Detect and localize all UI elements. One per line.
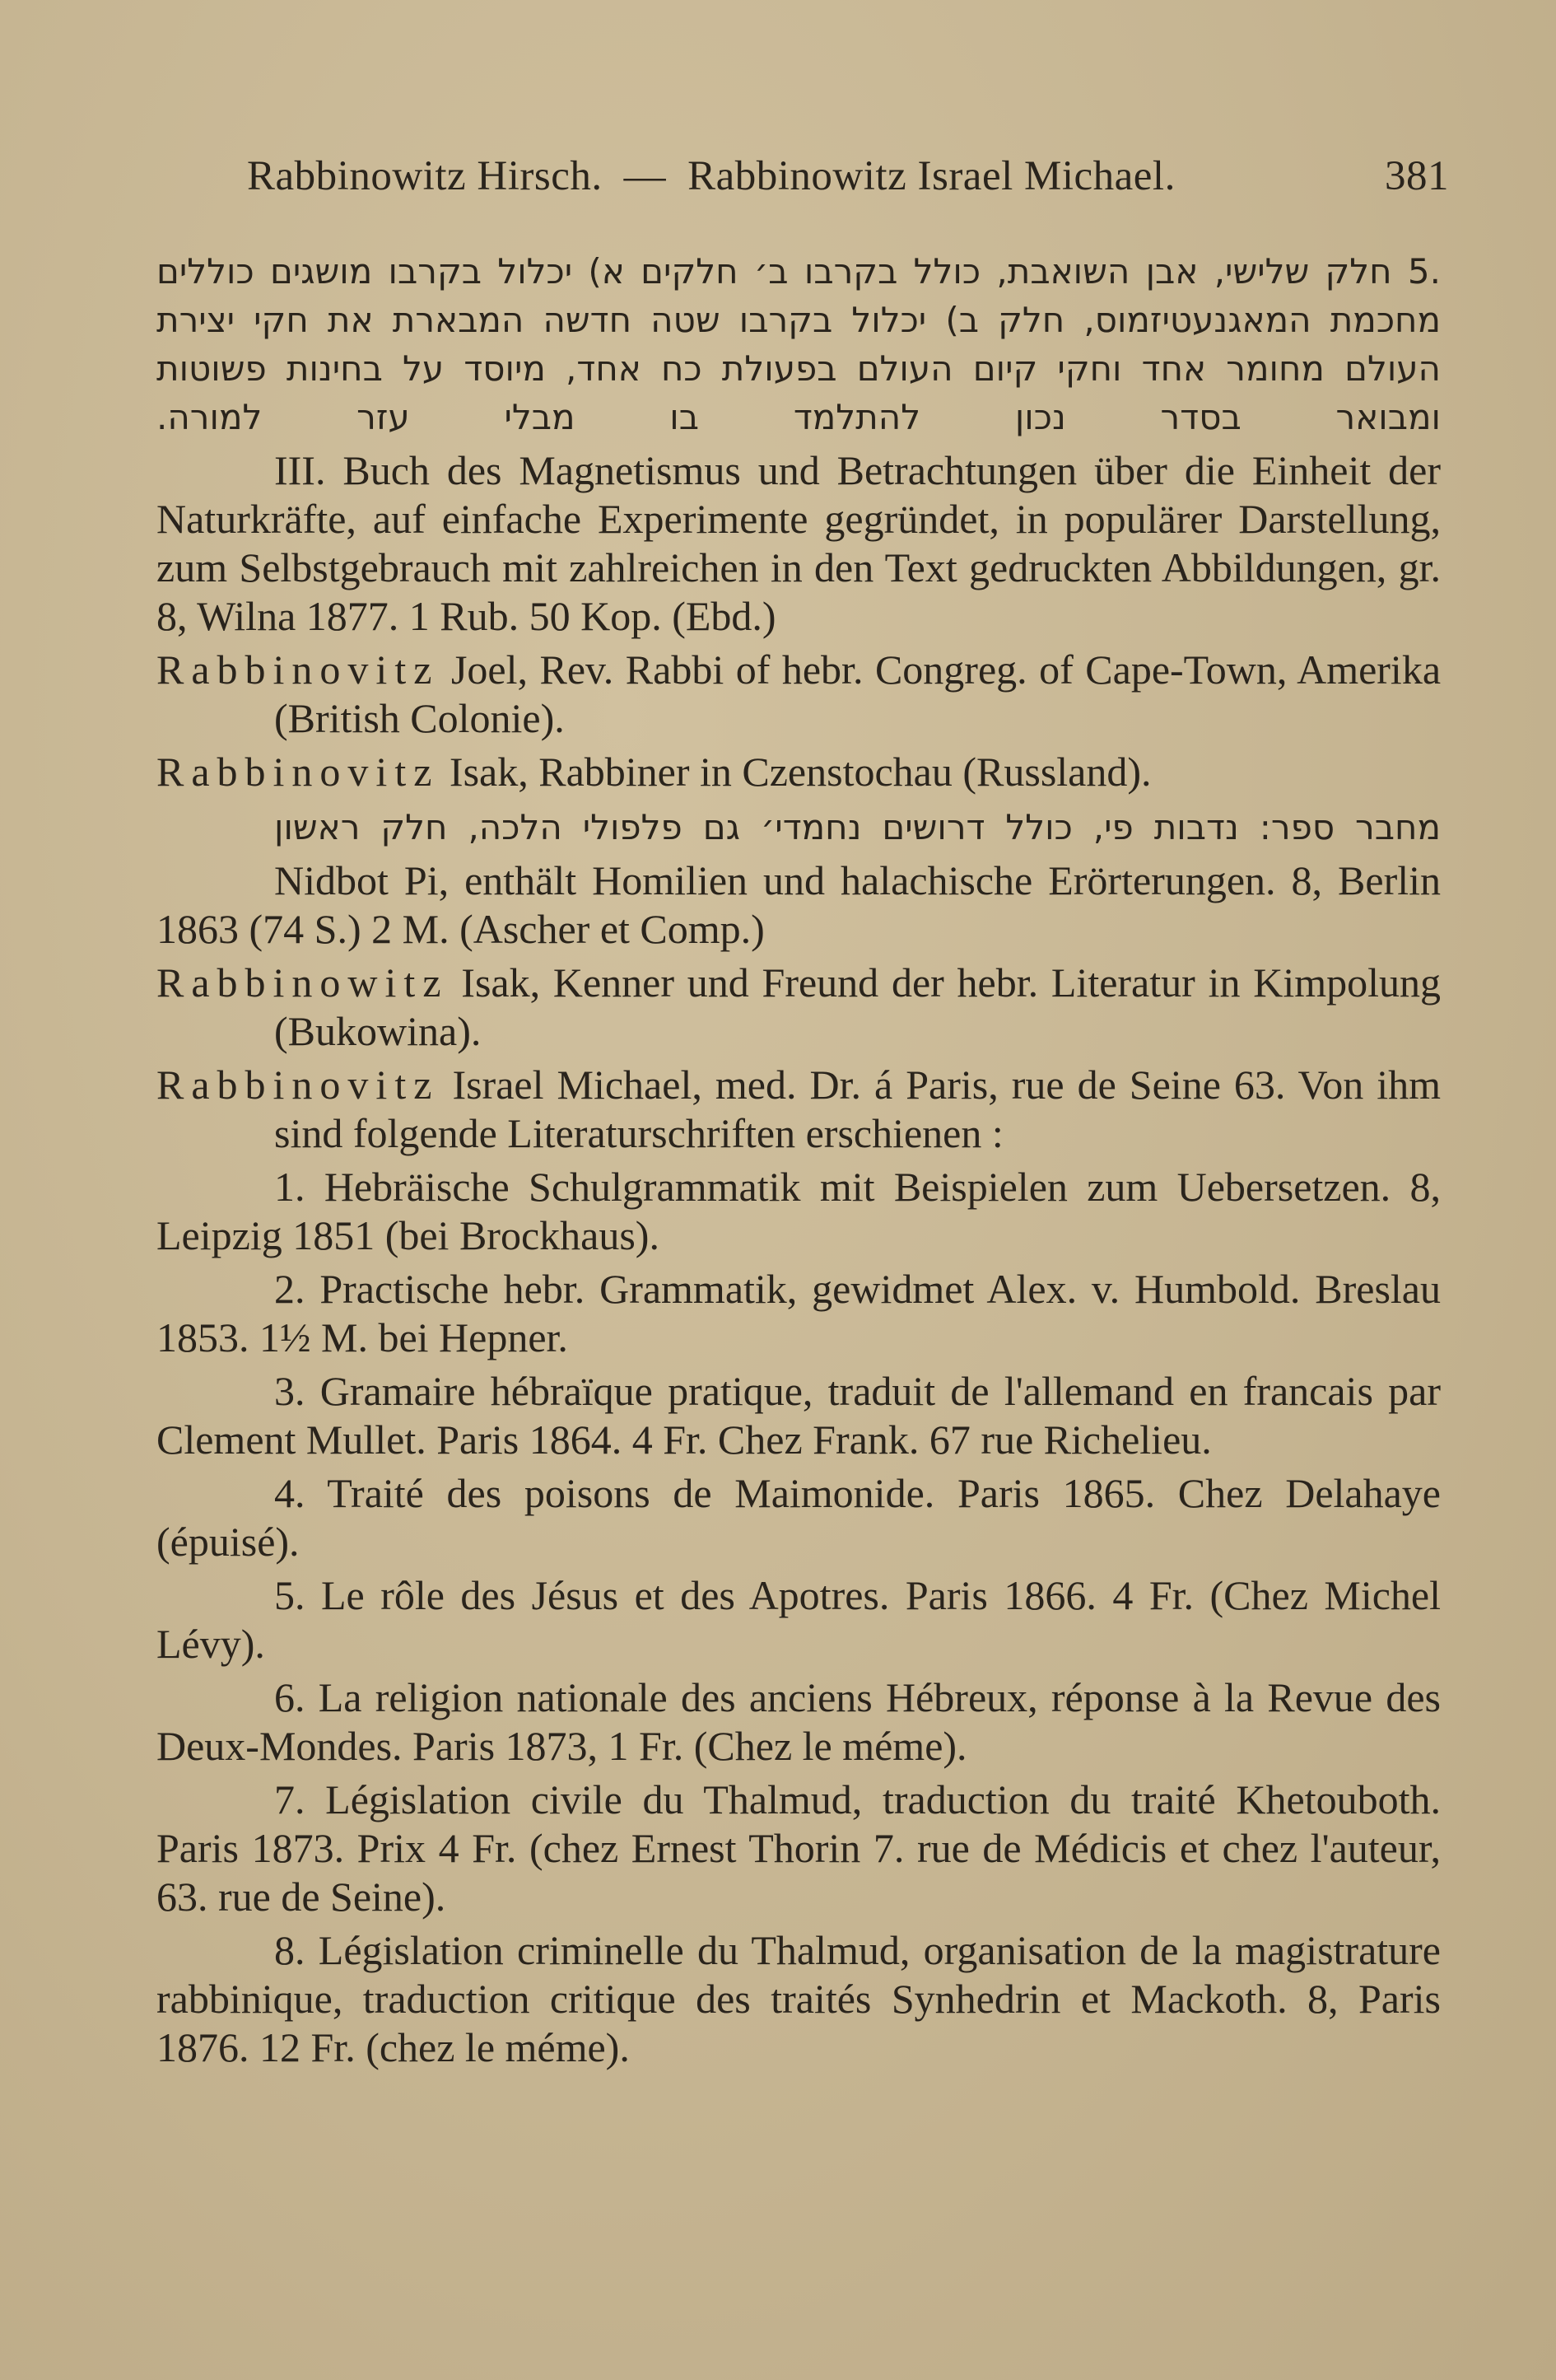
page-body: [156, 247, 1441, 2072]
entry-name: Rabbinovitz: [156, 1062, 440, 1108]
entry-joel: [156, 646, 1441, 743]
work-item: 5. Le rôle des Jésus et des Apotres. Paris 1866. 4 Fr. (Chez Michel Lévy).: [156, 1572, 1441, 1667]
entry-isak-kimpolung: [156, 959, 1441, 1056]
entry-text: Israel Michael, med. Dr. á Paris, rue de Seine 63. Von ihm sind folgende Literaturschriften erschienen :: [274, 1062, 1442, 1156]
hebrew-paragraph-number: 5.: [1407, 251, 1441, 292]
entry-work-description: Nidbot Pi, enthält Homilien und halachische Erörterungen. 8, Berlin 1863 (74 S.) 2 M. (Ascher et Comp.): [156, 857, 1441, 952]
header-left: Rabbinowitz Hirsch.: [247, 153, 603, 199]
header-right: Rabbinowitz Israel Michael.: [687, 153, 1176, 199]
work-item: 1. Hebräische Schulgrammatik mit Beispielen zum Uebersetzen. 8, Leipzig 1851 (bei Brockhaus).: [156, 1164, 1441, 1258]
entry-text: Isak, Kenner und Freund der hebr. Literatur in Kimpolung (Bukowina).: [274, 959, 1441, 1054]
entry-text: Joel, Rev. Rabbi of hebr. Congreg. of Cape-Town, Amerika (British Colonie).: [274, 646, 1442, 741]
entry-text: Isak, Rabbiner in Czenstochau (Russland).: [449, 749, 1152, 795]
running-header: [247, 152, 1449, 200]
hebrew-title-line: מחבר ספר: נדבות פי, כולל דרושים נחמדי׳ גם פלפולי הלכה, חלק ראשון: [274, 807, 1441, 847]
work-item: 6. La religion nationale des anciens Hébreux, réponse à la Revue des Deux-Mondes. Paris 1873, 1 Fr. (Chez le méme).: [156, 1674, 1441, 1769]
hebrew-paragraph-text: חלק שלישי, אבן השואבת, כולל בקרבו ב׳ חלקים א) יכלול בקרבו מושגים כוללים מחכמת המאגנעטיזמוס, חלק ב) יכלול בקרבו שטה חדשה המבארת את חקי יצירת העולם מחומר אחד וחקי קיום העולם בפעולת כח אחד, מיוסד על בחינות פשוטות ומבואר בסדר נכון להתלמד בו מבלי עזר למורה.: [156, 251, 1441, 437]
page-number: 381: [1385, 153, 1449, 199]
work-item: 8. Législation criminelle du Thalmud, organisation de la magistrature rabbinique, traduction critique des traités Synhedrin et Mackoth. 8, Paris 1876. 12 Fr. (chez le méme).: [156, 1927, 1441, 2070]
book3-paragraph: III. Buch des Magnetismus und Betrachtungen über die Einheit der Naturkräfte, auf einfache Experimente gegründet, in populärer Darstellung, zum Selbstgebrauch mit zahlreichen in den Text gedruckten Abbildungen, gr. 8, Wilna 1877. 1 Rub. 50 Kop. (Ebd.): [156, 447, 1441, 639]
entry-name: Rabbinovitz: [156, 646, 440, 693]
entry-name: Rabbinowitz: [156, 959, 449, 1006]
entry-isak-czenstochau: [156, 748, 1441, 796]
work-item: 7. Législation civile du Thalmud, traduction du traité Khetouboth. Paris 1873. Prix 4 Fr. (chez Ernest Thorin 7. rue de Médicis et chez l'auteur, 63. rue de Seine).: [156, 1776, 1441, 1920]
work-item: 3. Gramaire hébraïque pratique, traduit de l'allemand en francais par Clement Mullet. Paris 1864. 4 Fr. Chez Frank. 67 rue Richelieu.: [156, 1368, 1441, 1463]
work-item: 4. Traité des poisons de Maimonide. Paris 1865. Chez Delahaye (épuisé).: [156, 1470, 1441, 1565]
hebrew-paragraph: [156, 247, 1441, 441]
header-dash: —: [623, 153, 667, 199]
work-item: 2. Practische hebr. Grammatik, gewidmet Alex. v. Humbold. Breslau 1853. 1½ M. bei Hepner.: [156, 1266, 1441, 1360]
entry-israel-michael: [156, 1061, 1441, 1158]
entry-name: Rabbinovitz: [156, 749, 440, 795]
